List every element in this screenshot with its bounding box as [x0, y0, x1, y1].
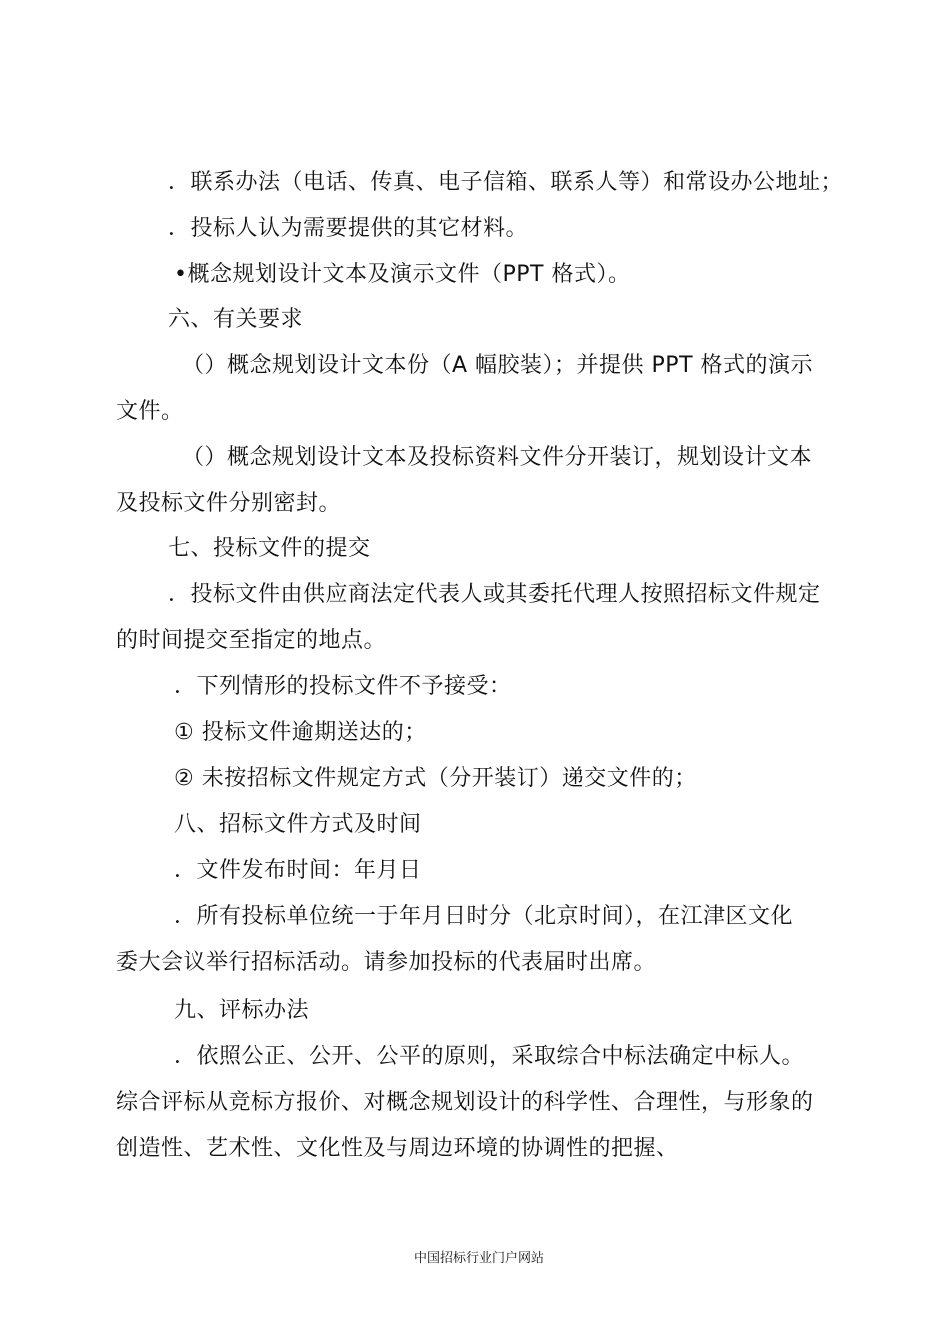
rejection-item-one: ① 投标文件逾期送达的；	[174, 720, 427, 745]
requirement-two-line: （）概念规划设计文本及投标资料文件分开装订，规划设计文本	[182, 445, 813, 470]
rejection-conditions-line: ．下列情形的投标文件不予接受：	[174, 674, 512, 699]
evaluation-criteria-line: 综合评标从竞标方报价、对概念规划设计的科学性、合理性，与形象的	[116, 1090, 814, 1115]
bidding-event-line: ．所有投标单位统一于年月日时分（北京时间），在江津区文化	[174, 904, 794, 929]
bidding-event-continuation: 委大会议举行招标活动。请参加投标的代表届时出席。	[116, 950, 657, 975]
requirement-two-continuation: 及投标文件分别密封。	[116, 491, 342, 516]
release-time-line: ．文件发布时间：年月日	[174, 858, 422, 883]
footer-site-name: 中国招标行业门户网站	[414, 1251, 545, 1266]
concept-ppt-line: •概念规划设计文本及演示文件（PPT 格式）。	[174, 262, 631, 287]
evaluation-criteria-continuation: 创造性、艺术性、文化性及与周边环境的协调性的把握、	[116, 1136, 679, 1161]
submission-rule-line: ．投标文件由供应商法定代表人或其委托代理人按照招标文件规定	[168, 582, 821, 607]
section-nine-heading: 九、评标办法	[174, 998, 310, 1023]
submission-rule-continuation: 的时间提交至指定的地点。	[116, 628, 387, 653]
requirement-one-line: （）概念规划设计文本份（A 幅胶装）；并提供 PPT 格式的演示	[182, 353, 814, 378]
contact-method-line: ．联系办法（电话、传真、电子信箱、联系人等）和常设办公地址；	[168, 170, 844, 195]
rejection-item-two: ② 未按招标文件规定方式（分开装订）递交文件的；	[174, 766, 697, 791]
section-seven-heading: 七、投标文件的提交	[168, 536, 371, 561]
section-six-heading: 六、有关要求	[168, 307, 304, 332]
evaluation-principle-line: ．依照公正、公开、公平的原则，采取综合中标法确定中标人。	[174, 1044, 805, 1069]
section-eight-heading: 八、招标文件方式及时间	[174, 812, 422, 837]
other-materials-line: ．投标人认为需要提供的其它材料。	[168, 216, 529, 241]
requirement-one-continuation: 文件。	[116, 399, 184, 424]
